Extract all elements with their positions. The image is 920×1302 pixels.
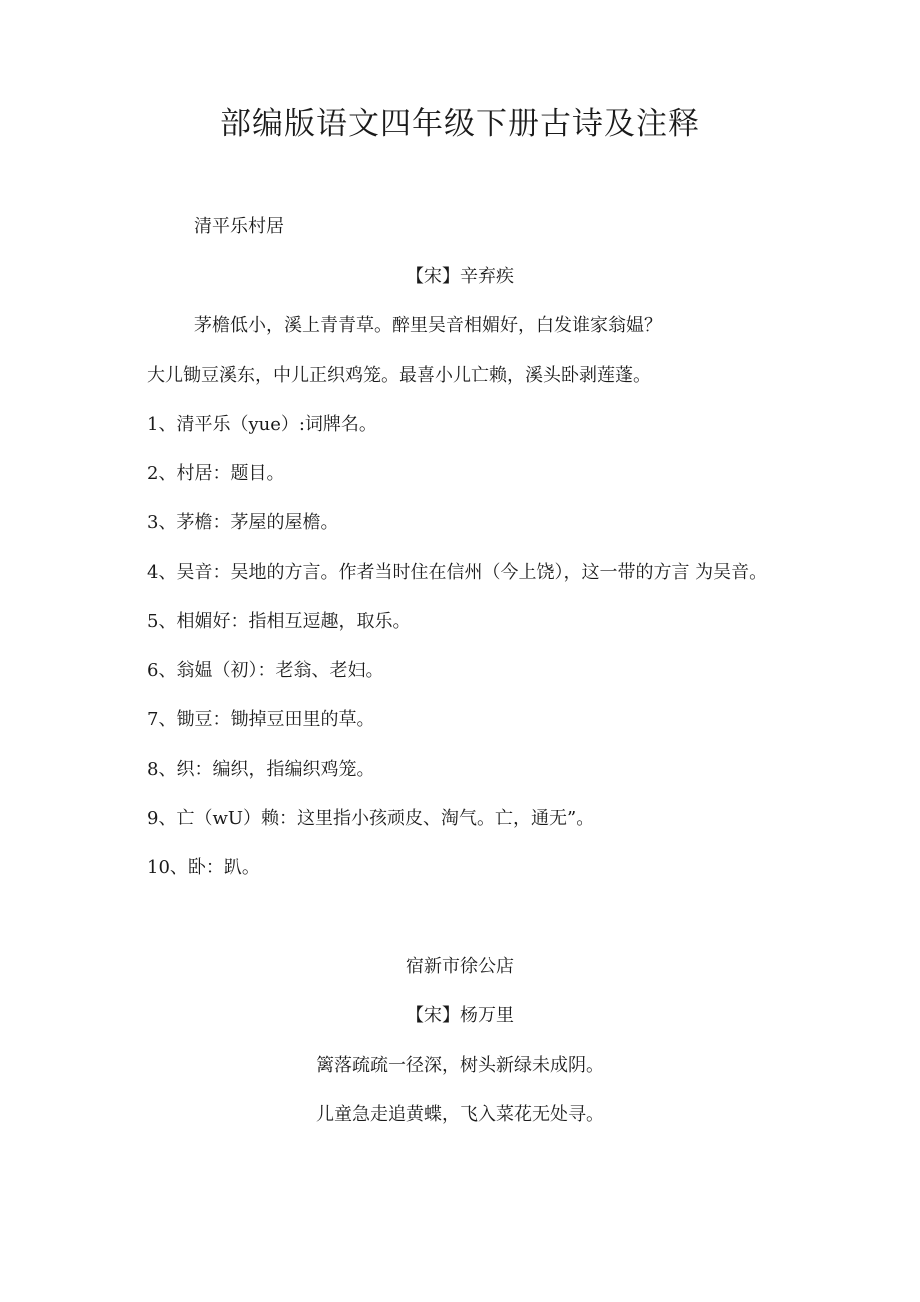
annotation-item: 8、织：编织，指编织鸡笼。 — [147, 759, 375, 780]
annotation-item: 2、村居：题目。 — [147, 463, 285, 484]
poem-line: 儿童急走追黄蝶，飞入菜花无处寻。 — [316, 1104, 604, 1125]
annotation-item: 5、相媚好：指相互逗趣，取乐。 — [147, 611, 411, 632]
annotation-item: 3、茅檐：茅屋的屋檐。 — [147, 512, 339, 533]
document-title: 部编版语文四年级下册古诗及注释 — [220, 106, 700, 142]
annotation-item: 10、卧：趴。 — [147, 857, 260, 878]
annotation-item: 7、锄豆：锄掉豆田里的草。 — [147, 709, 375, 730]
poem-author: 【宋】辛弃疾 — [406, 266, 514, 287]
poem-title: 清平乐村居 — [194, 216, 284, 237]
poem-line: 茅檐低小，溪上青青草。醉里吴音相媚好，白发谁家翁媪？ — [194, 315, 662, 336]
poem-line: 篱落疏疏一径深，树头新绿未成阴。 — [316, 1055, 604, 1076]
annotation-item: 4、吴音：吴地的方言。作者当时住在信州（今上饶），这一带的方言 为吴音。 — [147, 562, 768, 583]
annotation-item: 9、亡（wU）赖：这里指小孩顽皮、淘气。亡，通无”。 — [147, 808, 595, 829]
poem-author: 【宋】杨万里 — [406, 1005, 514, 1026]
annotation-item: 1、清平乐（yue）:词牌名。 — [147, 414, 377, 435]
annotation-item: 6、翁媪（初）：老翁、老妇。 — [147, 660, 384, 681]
poem-title: 宿新市徐公店 — [406, 956, 514, 977]
poem-line: 大儿锄豆溪东，中儿正织鸡笼。最喜小儿亡赖，溪头卧剥莲蓬。 — [147, 365, 651, 386]
